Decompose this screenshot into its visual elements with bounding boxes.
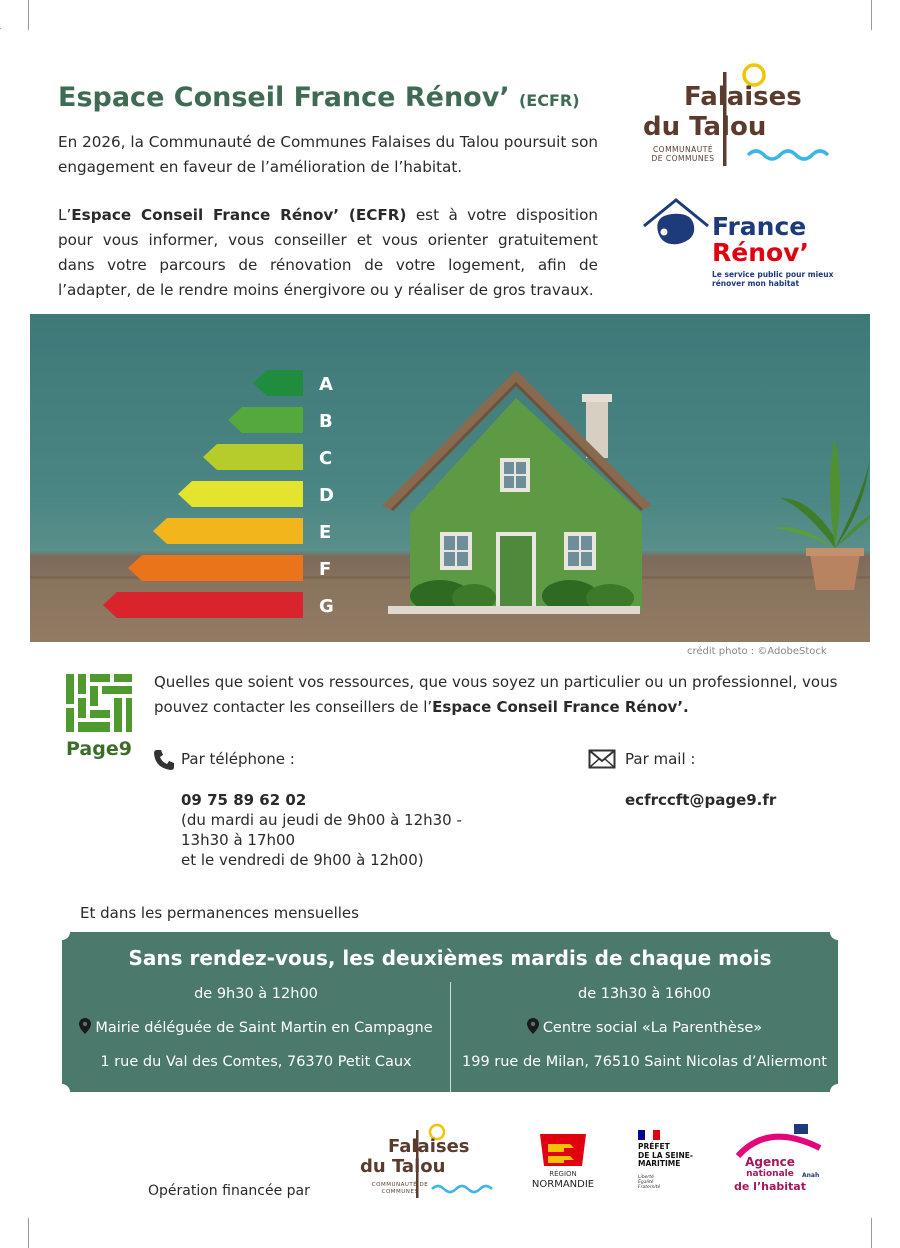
falaises-line1: Falaises: [684, 82, 802, 112]
email-address[interactable]: [625, 790, 776, 810]
region-normandie-logo: [526, 1130, 600, 1192]
france-renov-line2: Rénov’: [712, 238, 809, 267]
energy-bar-d: [178, 481, 303, 507]
energy-bar-g: [103, 592, 303, 618]
location-pin-icon: [527, 1018, 539, 1034]
prefet-seine-maritime-logo: [638, 1130, 708, 1194]
anah-tag: Anah: [802, 1172, 820, 1179]
phone-number[interactable]: 09 75 89 62 02: [181, 791, 307, 809]
falaises-footer-sub: [360, 1182, 440, 1195]
title-abbr: (ECFR): [518, 91, 580, 110]
falaises-footer-sub1: COMMUNAUTÉ: [371, 1182, 418, 1188]
banner-corner: [54, 924, 70, 940]
energy-bar-b: [228, 407, 303, 433]
permanence-left: [62, 977, 450, 1079]
description-paragraph: [58, 203, 598, 303]
prefet-line3: MARITIME: [638, 1159, 681, 1169]
normandie-line1: RÉGION: [549, 1170, 577, 1178]
left-place: [62, 1011, 450, 1045]
anah-line1: Agence: [745, 1155, 795, 1169]
energy-bar-c: [203, 444, 303, 470]
energy-bar-e: [153, 518, 303, 544]
banner-title: Sans rendez-vous, les deuxièmes mardis de chaque mois: [128, 946, 772, 970]
crop-mark: [28, 0, 29, 30]
title-main: Espace Conseil France Rénov’: [58, 82, 510, 113]
falaises-footer-line1: Falaises: [388, 1136, 470, 1157]
falaises-du-talou-logo: [640, 62, 835, 172]
anah-line2: nationale: [746, 1169, 794, 1179]
anah-line3: de l’habitat: [734, 1180, 806, 1193]
prefet-motto2: Égalité: [638, 1180, 654, 1186]
phone-hours-2: 13h30 à 17h00: [181, 831, 296, 849]
permanence-right: [451, 977, 838, 1079]
right-address: 199 rue de Milan, 76510 Saint Nicolas d’Aliermont: [462, 1054, 827, 1070]
prefet-motto1: Liberté: [638, 1175, 654, 1180]
right-hours: de 13h30 à 16h00: [577, 986, 712, 1002]
falaises-sub: [644, 145, 722, 163]
left-address: 1 rue du Val des Comtes, 76370 Petit Caux: [100, 1054, 412, 1070]
normandie-lions-icon: [536, 1130, 590, 1170]
right-place: [451, 1011, 838, 1045]
permanences-banner: [62, 932, 838, 1092]
desc-prefix: L’: [58, 206, 72, 224]
photo-credit: crédit photo : ©AdobeStock: [687, 646, 827, 657]
energy-label-g: G: [319, 596, 334, 617]
page9-logo-graphic: [66, 674, 132, 732]
france-renov-tagline2: rénover mon habitat: [712, 279, 800, 289]
phone-details: [181, 790, 511, 870]
page9-label: Page9: [66, 738, 132, 760]
crop-mark: [0, 28, 1, 29]
france-renov-tagline1: Le service public pour mieux: [712, 270, 834, 279]
normandie-line2: NORMANDIE: [531, 1179, 595, 1190]
phone-hours-1: (du mardi au jeudi de 9h00 à 12h30 -: [181, 811, 462, 829]
france-renov-tagline: [712, 270, 833, 289]
page9-logo: [66, 674, 132, 760]
hero-image: [30, 314, 870, 642]
prefet-motto3: Fraternité: [638, 1185, 661, 1191]
falaises-du-talou-footer-logo: [358, 1122, 498, 1202]
falaises-sub2: DE COMMUNES: [651, 154, 715, 163]
plant-icon: [775, 438, 870, 590]
email-text[interactable]: ecfrccft@page9.fr: [625, 791, 777, 809]
permanences-intro: Et dans les permanences mensuelles: [80, 904, 359, 922]
crop-mark: [871, 1218, 872, 1248]
falaises-line2: du Talou: [643, 112, 767, 142]
crop-mark: [28, 1218, 29, 1248]
prefet-line1: PRÉFET: [638, 1142, 670, 1151]
france-renov-house-icon: [640, 192, 710, 262]
energy-label-f: F: [319, 559, 332, 580]
banner-corner: [54, 1084, 70, 1100]
marianne-flag-icon: [638, 1130, 660, 1140]
phone-hours-3: et le vendredi de 9h00 à 12h00): [181, 851, 424, 869]
page-title: [58, 82, 580, 113]
banner-corner: [830, 924, 846, 940]
prefet-line2: DE LA SEINE-: [638, 1150, 693, 1160]
desc-rest: est à votre disposition pour vous informer, vous conseiller et vous orienter gratuitement dans votre parcours de rénovation de votre logement, afin de l’adapter, de le rendre moins énergivore ou y réaliser de gros travaux.: [58, 206, 598, 299]
crop-mark: [871, 0, 872, 30]
falaises-footer-sub2: DE COMMUNES: [381, 1182, 429, 1195]
prefet-title: [638, 1143, 693, 1169]
falaises-sub1: COMMUNAUTÉ: [652, 145, 714, 154]
energy-label-b: B: [319, 411, 333, 432]
desc-bold: Espace Conseil France Rénov’ (ECFR): [71, 206, 407, 224]
mail-icon: [588, 749, 616, 769]
falaises-footer-line2: du Talou: [360, 1156, 446, 1177]
france-renov-line1: France: [712, 212, 807, 241]
energy-bar-f: [128, 555, 303, 581]
energy-label-e: E: [319, 522, 332, 543]
left-hours: de 9h30 à 12h00: [194, 986, 318, 1002]
energy-label-a: A: [319, 374, 333, 395]
energy-label-d: D: [319, 485, 334, 506]
phone-icon: [152, 748, 174, 770]
phone-label: Par téléphone :: [181, 750, 295, 768]
energy-bar-a: [253, 370, 303, 396]
mail-label: Par mail :: [625, 750, 696, 768]
intro-paragraph: En 2026, la Communauté de Communes Falaises du Talou poursuit son engagement en faveur de l’amélioration de l’habitat.: [58, 133, 598, 176]
location-pin-icon: [79, 1018, 91, 1034]
right-place-text: Centre social «La Parenthèse»: [542, 1020, 763, 1036]
france-renov-logo: [640, 192, 840, 292]
contact-intro-bold: Espace Conseil France Rénov’.: [432, 698, 689, 716]
banner-corner: [830, 1084, 846, 1100]
contact-intro-text: Quelles que soient vos ressources, que vous soyez un particulier ou un professionnel, vous pouvez contacter les conseillers de l’: [154, 673, 838, 716]
prefet-motto: [638, 1175, 660, 1191]
funded-by-label: Opération financée par: [148, 1183, 310, 1199]
contact-intro: [154, 670, 840, 720]
house-illustration: [382, 370, 652, 614]
anah-logo: [734, 1124, 824, 1200]
energy-label-c: C: [319, 448, 333, 469]
left-place-text: Mairie déléguée de Saint Martin en Campagne: [95, 1020, 433, 1036]
